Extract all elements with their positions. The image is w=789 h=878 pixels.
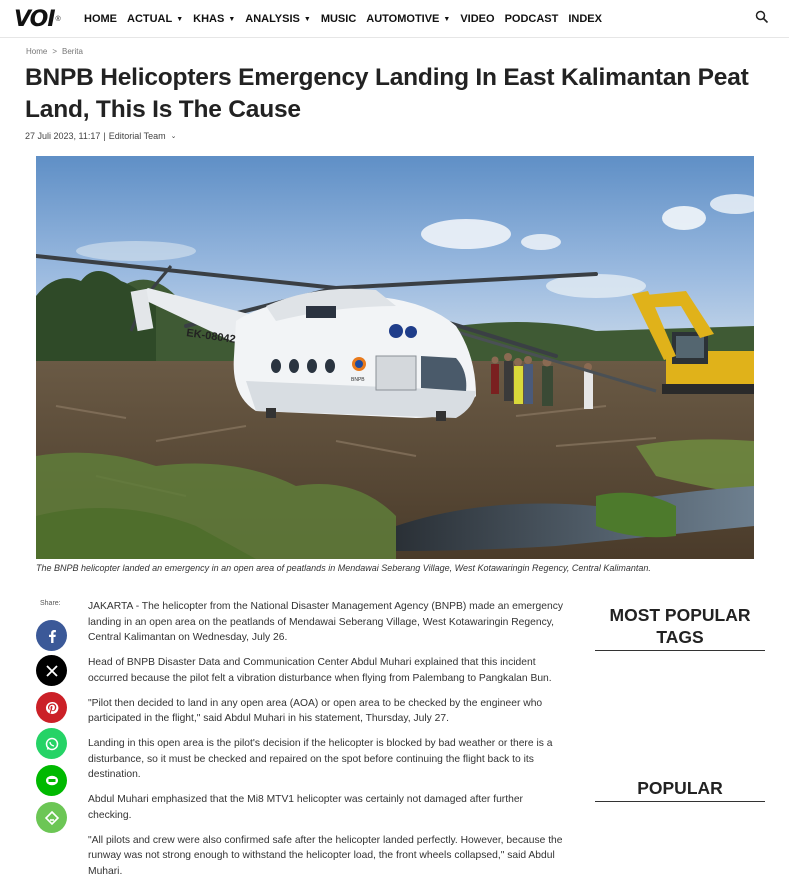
nav-khas[interactable] (193, 13, 235, 25)
image-caption: The BNPB helicopter landed an emergency in an open area of peatlands in Mendawai Seberang Village, West Kotawaringin Regency, Central Kalimantan. (36, 563, 651, 573)
article-author[interactable]: Editorial Team (108, 131, 166, 141)
registered-mark: ® (55, 15, 61, 23)
voi-logo[interactable] (14, 6, 61, 32)
nav-podcast-label: PODCAST (504, 13, 559, 25)
nav-automotive[interactable] (366, 13, 450, 25)
article-paragraph: "All pilots and crew were also confirmed safe after the helicopter landed perfectly. However, because the runway was not strong enough to withstand the helicopter load, the front wheels collapsed," said Abdul Muhari. (88, 834, 563, 877)
nav-video[interactable] (460, 13, 494, 25)
breadcrumb-separator: > (52, 47, 58, 56)
article-date: 27 Juli 2023, 11:17 (25, 131, 101, 141)
nav-podcast[interactable] (505, 13, 559, 25)
nav-index-label: INDEX (568, 13, 602, 25)
nav-khas-label: KHAS (193, 13, 225, 25)
feedly-icon (44, 810, 60, 826)
breadcrumb-section[interactable]: Berita (62, 47, 83, 56)
article-paragraph: Landing in this open area is the pilot's decision if the helicopter is blocked by bad weather or there is a disturbance, so it must be checked and repaired on the spot before continuing the flight back to its destination. (88, 738, 553, 780)
nav-actual[interactable] (127, 13, 183, 25)
article-title: BNPB Helicopters Emergency Landing In East Kalimantan Peat Land, This Is The Cause (25, 64, 749, 123)
article-paragraph: JAKARTA - The helicopter from the National Disaster Management Agency (BNPB) made an emergency landing in an open area on the peatlands of Mendawai Seberang Village, West Kotawaringin Regency, Central Kalimantan on Wednesday, July 26. (88, 601, 564, 643)
share-pinterest-button[interactable] (36, 692, 67, 723)
caret-down-icon: ▼ (228, 15, 236, 23)
article-paragraph: "Pilot then decided to land in any open area (AOA) or open area to be checked by the engineer who participated in the flight," said Abdul Muhari in his statement, Thursday, July 27. (88, 697, 543, 724)
article-paragraph: Abdul Muhari emphasized that the Mi8 MTV1 helicopter was certainly not damaged after further checking. (88, 794, 523, 821)
share-feedly-button[interactable] (36, 802, 67, 833)
share-whatsapp-button[interactable] (36, 728, 67, 759)
caret-down-icon: ▼ (303, 15, 311, 23)
meta-separator: | (103, 131, 106, 141)
top-navbar (0, 0, 789, 38)
nav-home-label: HOME (84, 13, 117, 25)
search-icon[interactable] (755, 10, 769, 24)
popular-heading: POPULAR (595, 777, 765, 802)
nav-analysis[interactable] (245, 13, 311, 25)
caret-down-icon: ▼ (443, 15, 451, 23)
nav-home[interactable] (84, 13, 117, 25)
pinterest-icon (44, 700, 60, 716)
share-label: Share: (40, 600, 61, 607)
share-x-button[interactable] (36, 655, 67, 686)
nav-music[interactable] (321, 13, 356, 25)
nav-video-label: VIDEO (460, 13, 495, 25)
breadcrumb (26, 47, 83, 56)
x-icon (44, 663, 60, 679)
most-popular-tags-heading: MOST POPULAR TAGS (595, 604, 765, 651)
article-body (88, 599, 566, 878)
nav-music-label: MUSIC (320, 13, 357, 25)
breadcrumb-home[interactable]: Home (26, 47, 48, 56)
hero-image (36, 156, 754, 559)
share-line-button[interactable] (36, 765, 67, 796)
line-icon (44, 773, 60, 789)
logo-text: VOI (14, 6, 55, 32)
nav-automotive-label: AUTOMOTIVE (366, 13, 440, 25)
whatsapp-icon (44, 736, 60, 752)
share-facebook-button[interactable] (36, 620, 67, 651)
main-nav (84, 0, 612, 38)
helicopter-tail-number: EK-08042 (185, 327, 237, 346)
facebook-icon (44, 628, 60, 644)
article-paragraph: Head of BNPB Disaster Data and Communication Center Abdul Muhari explained that this incident occurred because the pilot felt a vibration disturbance when flying from Palembang to Pangkalan Bun. (88, 657, 552, 684)
nav-index[interactable] (568, 13, 602, 25)
caret-down-icon: ▼ (176, 15, 184, 23)
article-meta (25, 131, 177, 141)
nav-actual-label: ACTUAL (127, 13, 173, 25)
nav-analysis-label: ANALYSIS (245, 13, 300, 25)
chevron-down-icon[interactable]: ⌄ (170, 133, 177, 140)
bnpb-mark: BNPB (351, 377, 365, 383)
